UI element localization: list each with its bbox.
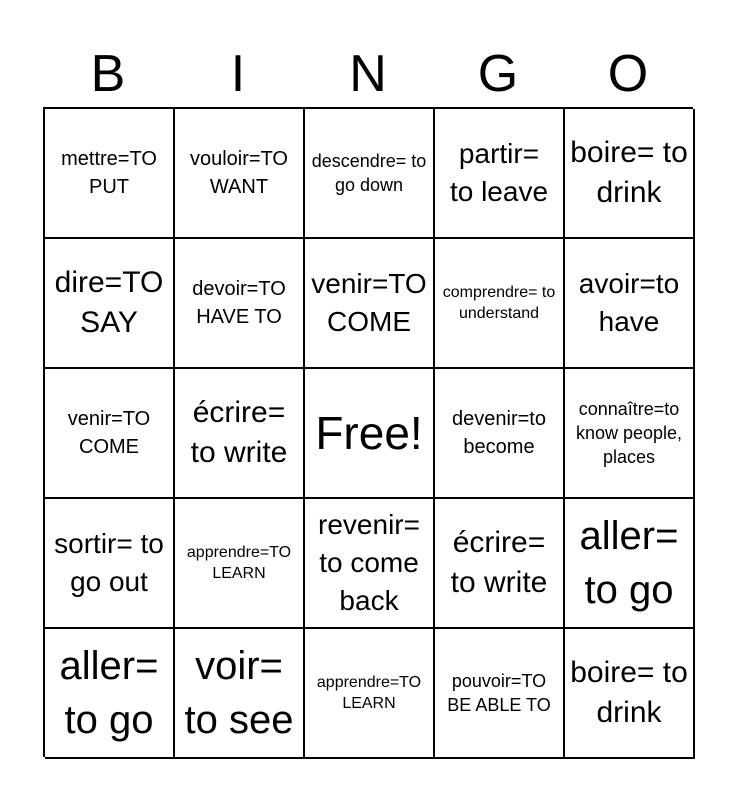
bingo-cell[interactable]: sortir= to go out xyxy=(45,499,175,629)
bingo-cell[interactable]: venir=TO COME xyxy=(45,369,175,499)
bingo-cell[interactable]: descendre= to go down xyxy=(305,109,435,239)
bingo-cell[interactable]: devenir=to become xyxy=(435,369,565,499)
bingo-cell[interactable]: avoir=to have xyxy=(565,239,695,369)
header-letter-o: O xyxy=(607,45,649,103)
bingo-header xyxy=(43,42,693,106)
bingo-cell[interactable]: boire= to drink xyxy=(565,109,695,239)
bingo-cell[interactable]: boire= to drink xyxy=(565,629,695,759)
bingo-cell[interactable]: vouloir=TO WANT xyxy=(175,109,305,239)
bingo-cell[interactable]: écrire= to write xyxy=(435,499,565,629)
bingo-cell[interactable]: aller= to go xyxy=(565,499,695,629)
bingo-cell[interactable]: mettre=TO PUT xyxy=(45,109,175,239)
bingo-cell[interactable]: pouvoir=TO BE ABLE TO xyxy=(435,629,565,759)
bingo-cell[interactable]: revenir= to come back xyxy=(305,499,435,629)
bingo-cell[interactable]: partir= to leave xyxy=(435,109,565,239)
bingo-cell[interactable]: aller= to go xyxy=(45,629,175,759)
bingo-cell[interactable]: venir=TO COME xyxy=(305,239,435,369)
bingo-cell[interactable]: comprendre= to understand xyxy=(435,239,565,369)
bingo-cell[interactable]: écrire= to write xyxy=(175,369,305,499)
header-letter-g: G xyxy=(477,45,519,103)
bingo-cell[interactable]: voir= to see xyxy=(175,629,305,759)
bingo-board xyxy=(43,107,693,757)
header-letter-i: I xyxy=(230,45,246,103)
bingo-cell[interactable]: devoir=TO HAVE TO xyxy=(175,239,305,369)
bingo-cell[interactable]: apprendre=TO LEARN xyxy=(175,499,305,629)
bingo-cell[interactable]: connaître=to know people, places xyxy=(565,369,695,499)
bingo-cell[interactable]: dire=TO SAY xyxy=(45,239,175,369)
free-space[interactable]: Free! xyxy=(305,369,435,499)
bingo-cell[interactable]: apprendre=TO LEARN xyxy=(305,629,435,759)
header-letter-n: N xyxy=(349,45,387,103)
header-letter-b: B xyxy=(90,45,126,103)
